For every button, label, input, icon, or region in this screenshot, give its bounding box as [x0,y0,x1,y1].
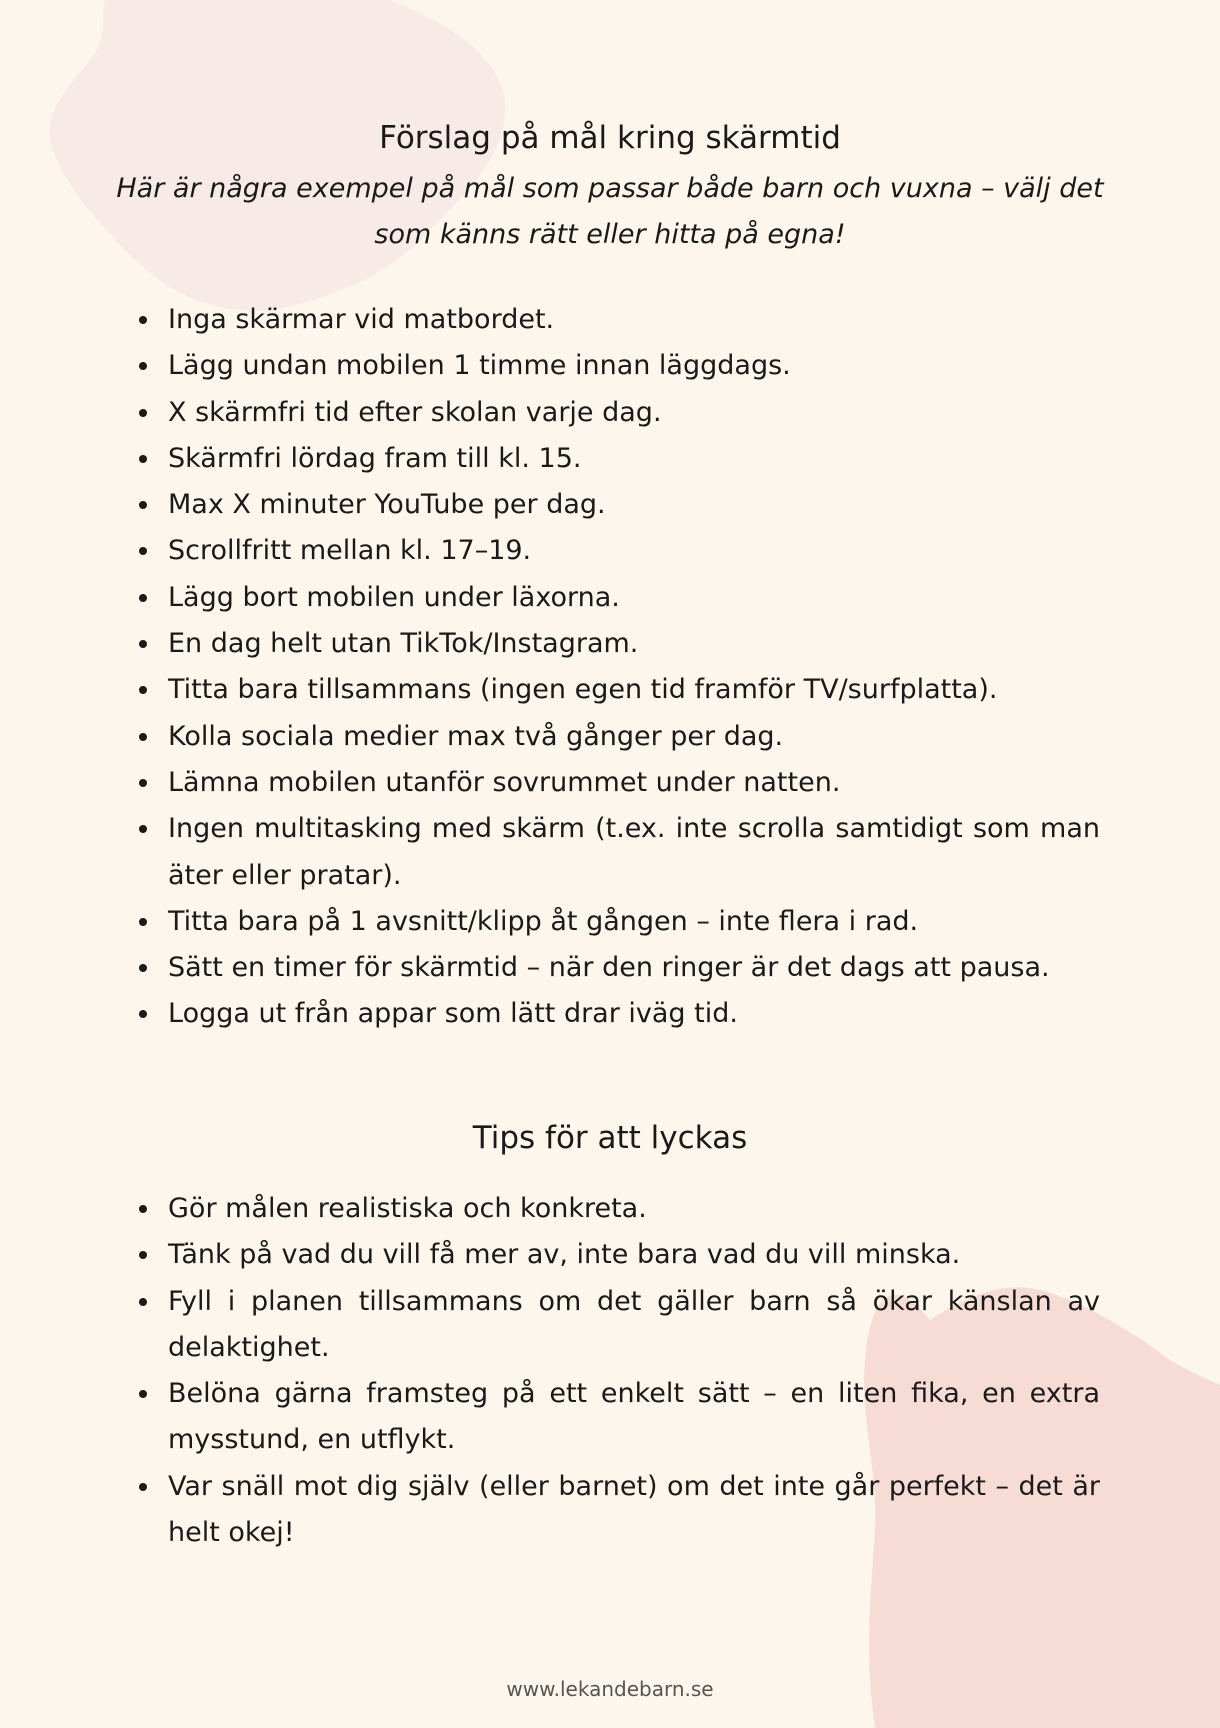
bullet-icon [139,964,147,972]
list-item [128,899,1100,945]
list-item [128,667,1100,713]
list-item [128,390,1100,436]
list-item-text: Belöna gärna framsteg på ett enkelt sätt – en liten fika, en extra mysstund, en utflykt. [168,1378,1100,1456]
list-item [128,1186,1100,1232]
list-item [128,945,1100,991]
goals-list [128,297,1100,1038]
list-item-text: Titta bara på 1 avsnitt/klipp åt gången – inte flera i rad. [168,905,919,937]
list-item [128,343,1100,389]
bullet-icon [139,640,147,648]
bullet-icon [139,686,147,694]
bullet-icon [139,1010,147,1018]
bullet-icon [139,501,147,509]
list-item-text: Gör målen realistiska och konkreta. [168,1193,647,1224]
list-item [128,760,1100,806]
list-item-text: Lägg undan mobilen 1 timme innan läggdags. [168,350,791,382]
goals-section-intro: Här är några exempel på mål som passar både barn och vuxna – välj det som känns rätt eller hitta på egna! [116,173,1104,250]
tips-list [128,1186,1100,1556]
bullet-icon [139,362,147,370]
list-item [128,575,1100,621]
list-item-text: En dag helt utan TikTok/Instagram. [168,628,639,660]
bullet-icon [139,1483,147,1491]
bullet-icon [139,733,147,741]
goals-section-title: Förslag på mål kring skärmtid [379,120,841,156]
list-item [128,621,1100,667]
list-item-text: Fyll i planen tillsammans om det gäller barn så ökar känslan av delaktighet. [168,1285,1100,1363]
list-item-text: Lägg bort mobilen under läxorna. [168,581,620,613]
list-item-text: Tänk på vad du vill få mer av, inte bara vad du vill minska. [168,1239,961,1271]
list-item-text: Skärmfri lördag fram till kl. 15. [168,442,582,474]
list-item-text: Max X minuter YouTube per dag. [168,489,606,521]
list-item [128,1232,1100,1278]
list-item-text: X skärmfri tid efter skolan varje dag. [168,396,662,428]
tips-section-title: Tips för att lyckas [472,1120,748,1156]
list-item [128,1371,1100,1464]
list-item [128,1279,1100,1372]
bullet-icon [139,409,147,417]
list-item [128,806,1100,899]
bullet-icon [139,547,147,555]
list-item [128,1464,1100,1557]
list-item-text: Ingen multitasking med skärm (t.ex. inte scrolla samtidigt som man äter eller pratar). [168,813,1100,891]
bullet-icon [139,779,147,787]
list-item [128,991,1100,1037]
list-item-text: Titta bara tillsammans (ingen egen tid framför TV/surfplatta). [168,674,998,706]
bullet-icon [139,1251,147,1259]
list-item [128,436,1100,482]
bullet-icon [139,825,147,833]
bullet-icon [139,455,147,463]
footer-url: www.lekandebarn.se [506,1677,714,1701]
list-item-text: Inga skärmar vid matbordet. [168,304,555,335]
list-item [128,714,1100,760]
bullet-icon [139,1298,147,1306]
bullet-icon [139,594,147,602]
list-item-text: Sätt en timer för skärmtid – när den ringer är det dags att pausa. [168,952,1050,984]
list-item-text: Kolla sociala medier max två gånger per dag. [168,720,784,752]
bullet-icon [139,316,147,324]
list-item-text: Var snäll mot dig själv (eller barnet) om det inte går perfekt – det är helt okej! [168,1470,1100,1549]
list-item-text: Scrollfritt mellan kl. 17–19. [168,535,532,567]
list-item [128,482,1100,528]
list-item [128,297,1100,343]
bullet-icon [139,918,147,926]
list-item-text: Logga ut från appar som lätt drar iväg tid. [168,998,738,1030]
list-item-text: Lämna mobilen utanför sovrummet under natten. [168,766,841,798]
bullet-icon [139,1390,147,1398]
list-item [128,528,1100,574]
bullet-icon [139,1205,147,1213]
